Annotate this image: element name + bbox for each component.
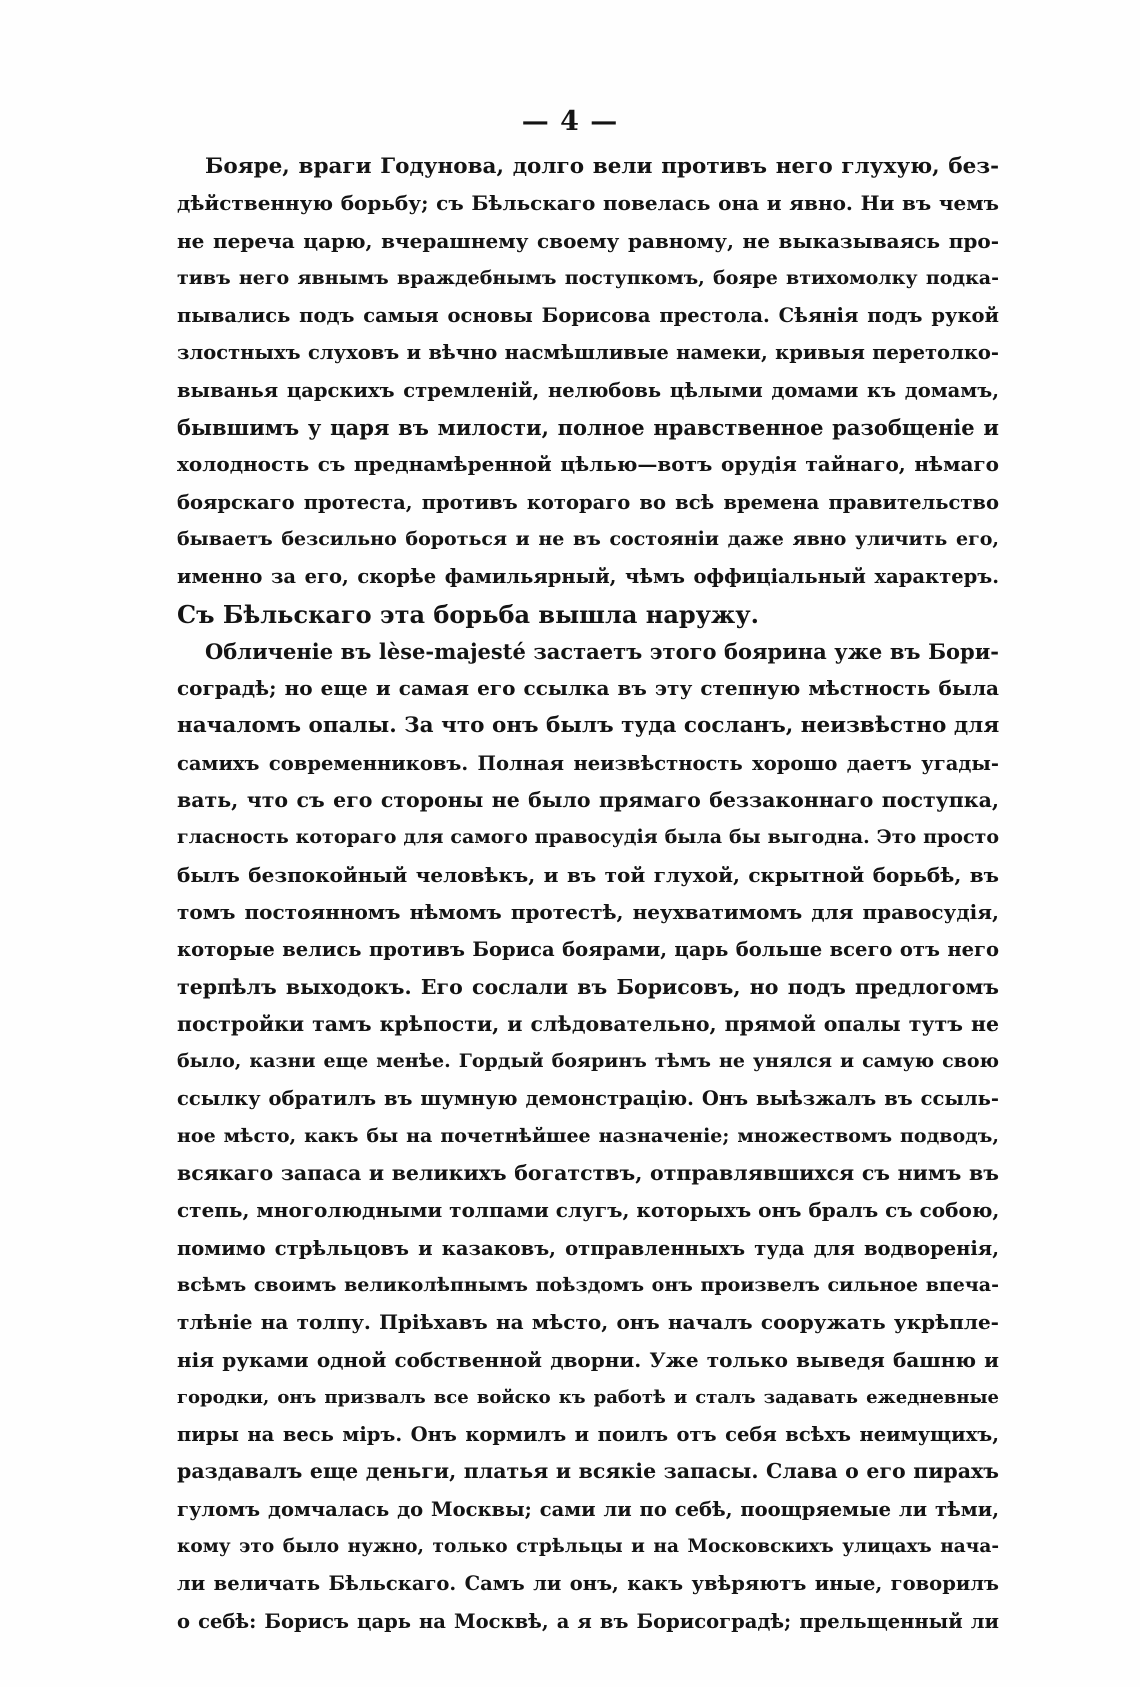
text-line: ссылку обратилъ въ шумную демонстрацію. Онъ выѣзжалъ въ ссыль- xyxy=(177,1087,999,1111)
text-line: тлѣніе на толпу. Пріѣхавъ на мѣсто, онъ началъ сооружать укрѣпле- xyxy=(177,1310,999,1335)
text-line: Обличеніе въ lèse-majesté застаетъ этого боярина уже въ Бори- xyxy=(205,638,999,664)
text-line: вать, что съ его стороны не было прямаго беззаконнаго поступка, xyxy=(177,788,999,813)
text-line: нія руками одной собственной дворни. Уже только выведя башню и xyxy=(177,1347,999,1372)
body-text xyxy=(177,148,999,1640)
text-line: Бояре, враги Годунова, долго вели противъ него глухую, без- xyxy=(205,154,999,179)
text-line: ное мѣсто, какъ бы на почетнѣйшее назначеніе; множествомъ подводъ, xyxy=(177,1124,999,1147)
text-line: всѣмъ своимъ великолѣпнымъ поѣздомъ онъ произвелъ сильное впеча- xyxy=(177,1273,999,1296)
text-line: кому это было нужно, только стрѣльцы и на Московскихъ улицахъ нача- xyxy=(177,1535,999,1557)
text-line: ли величать Бѣльскаго. Самъ ли онъ, какъ увѣряютъ иные, говорилъ xyxy=(177,1572,999,1596)
text-line: томъ постоянномъ нѣмомъ протестѣ, неухватимомъ для правосудія, xyxy=(177,899,999,924)
text-line: началомъ опалы. За что онъ былъ туда сосланъ, неизвѣстно для xyxy=(177,713,999,739)
text-line: именно за его, скорѣе фамильярный, чѣмъ оффиціальный характеръ. xyxy=(177,565,999,589)
text-line: бываетъ безсильно бороться и не въ состояніи даже явно уличить его, xyxy=(177,527,999,550)
text-line: злостныхъ слуховъ и вѣчно насмѣшливые намеки, кривыя перетолко- xyxy=(177,341,999,365)
text-line: Съ Бѣльскаго эта борьба вышла наружу. xyxy=(177,599,759,629)
text-line: былъ безпокойный человѣкъ, и въ той глухой, скрытной борьбѣ, въ xyxy=(177,862,999,887)
text-line: самихъ современниковъ. Полная неизвѣстность хорошо даетъ угады- xyxy=(177,751,999,775)
text-line: бывшимъ у царя въ милости, полное нравственное разобщеніе и xyxy=(177,415,999,441)
page-number: — 4 — xyxy=(521,106,619,137)
text-line: постройки тамъ крѣпости, и слѣдовательно, прямой опалы тутъ не xyxy=(177,1011,999,1036)
text-line: терпѣлъ выходокъ. Его сослали въ Борисовъ, но подъ предлогомъ xyxy=(177,974,999,999)
text-line: боярскаго протеста, противъ котораго во всѣ времена правительство xyxy=(177,490,999,514)
text-line: гласность котораго для самого правосудія была бы выгодна. Это просто xyxy=(177,826,999,849)
text-line: помимо стрѣльцовъ и казаковъ, отправленныхъ туда для водворенія, xyxy=(177,1236,999,1260)
text-line: городки, онъ призвалъ все войско къ работѣ и сталъ задавать ежедневные xyxy=(177,1386,999,1408)
text-line: степь, многолюдными толпами слугъ, которыхъ онъ бралъ съ собою, xyxy=(177,1198,999,1223)
text-line: выванья царскихъ стремленій, нелюбовь цѣлыми домами къ домамъ, xyxy=(177,378,999,402)
text-line: о себѣ: Борисъ царь на Москвѣ, а я въ Борисоградѣ; прельщенный ли xyxy=(177,1609,999,1633)
text-line: гуломъ домчалась до Москвы; сами ли по себѣ, поощряемые ли тѣми, xyxy=(177,1497,999,1521)
text-line: раздавалъ еще деньги, платья и всякіе запасы. Слава о его пирахъ xyxy=(177,1459,999,1484)
text-line: которые велись противъ Бориса боярами, царь больше всего отъ него xyxy=(177,938,999,962)
text-line: не перечa царю, вчерашнему своему равному, не выказываясь про- xyxy=(177,228,999,253)
text-line: пывались подъ самыя основы Борисова престола. Сѣянія подъ рукой xyxy=(177,304,999,328)
text-line: пиры на весь міръ. Онъ кормилъ и поилъ отъ себя всѣхъ неимущихъ, xyxy=(177,1423,999,1447)
text-line: было, казни еще менѣе. Гордый бояринъ тѣмъ не унялся и самую свою xyxy=(177,1050,999,1073)
text-line: холодность съ преднамѣренной цѣлью—вотъ орудія тайнаго, нѣмаго xyxy=(177,452,999,477)
text-line: соградѣ; но еще и самая его ссылка въ эту степную мѣстность была xyxy=(177,676,999,701)
text-line: всякаго запаса и великихъ богатствъ, отправлявшихся съ нимъ въ xyxy=(177,1161,999,1186)
text-line: дѣйственную борьбу; съ Бѣльскаго повелась она и явно. Ни въ чемъ xyxy=(177,191,999,216)
text-line: тивъ него явнымъ враждебнымъ поступкомъ, бояре втихомолку подка- xyxy=(177,266,999,289)
